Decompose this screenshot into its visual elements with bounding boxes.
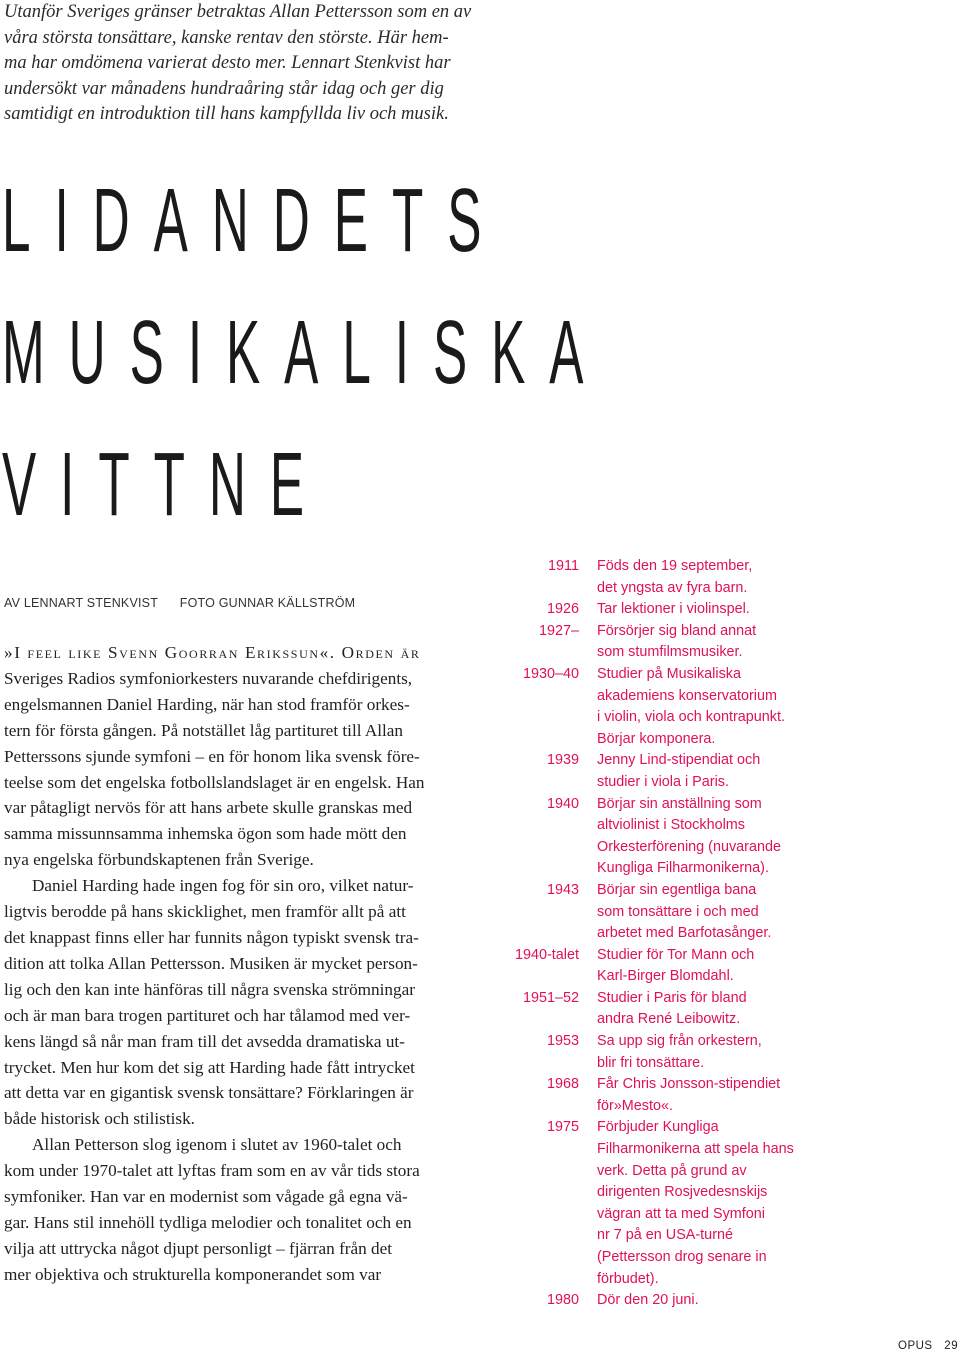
timeline-year: 1930–40 <box>522 665 579 682</box>
page-footer <box>898 1340 958 1352</box>
timeline <box>490 556 820 1312</box>
timeline-event <box>597 664 820 750</box>
intro-line: samtidigt en introduktion till hans kampfyllda liv och musik. <box>4 104 449 125</box>
lead-in: »I feel like Svenn Goorran Erikssun«. Orden är <box>4 643 421 662</box>
timeline-event-line: Tar lektioner i violinspel. <box>597 601 750 618</box>
timeline-event <box>597 880 820 945</box>
timeline-event-line: förbudet). <box>597 1270 659 1287</box>
timeline-event-line: Börjar komponera. <box>597 730 716 747</box>
timeline-year: 1943 <box>546 881 579 898</box>
timeline-event-line: Föds den 19 september, <box>597 558 753 574</box>
timeline-event-line: Karl-Birger Blomdahl. <box>597 968 734 985</box>
body-line: Allan Petterson slog igenom i slutet av 1960-talet och <box>32 1135 402 1155</box>
timeline-event-line: andra René Leibowitz. <box>597 1011 741 1028</box>
page-number: 29 <box>944 1340 959 1352</box>
body-line: nya engelska förbundskaptenen från Sverige. <box>4 850 314 870</box>
timeline-entry <box>490 1290 820 1312</box>
timeline-event-line: Orkesterförening (nuvarande <box>597 838 781 855</box>
timeline-event-line: Studier för Tor Mann och <box>597 946 755 963</box>
timeline-year: 1968 <box>546 1076 579 1093</box>
timeline-year: 1940 <box>546 795 579 812</box>
timeline-event-line: Börjar sin egentliga bana <box>597 881 757 898</box>
timeline-event <box>597 621 820 664</box>
body-line: kens längd så når man fram till det avsedda dramatiska ut- <box>4 1031 405 1051</box>
timeline-event <box>597 1031 820 1074</box>
timeline-event <box>597 556 820 599</box>
timeline-event-line: Jenny Lind-stipendiat och <box>597 752 761 769</box>
article-title <box>2 171 960 572</box>
timeline-event-line: Försörjer sig bland annat <box>597 622 757 639</box>
timeline-event <box>597 750 820 793</box>
timeline-year: 1953 <box>546 1033 579 1050</box>
timeline-event-line: Studier på Musikaliska <box>597 665 741 682</box>
timeline-year: 1911 <box>548 558 579 574</box>
title-line: VITTNE <box>2 435 329 535</box>
timeline-event-line: Får Chris Jonsson-stipendiet <box>597 1076 781 1093</box>
timeline-entry <box>490 794 820 880</box>
timeline-event-line: arbetet med Barfotasånger. <box>597 925 772 942</box>
body-line: Petterssons sjunde symfoni – en för honom lika svensk före- <box>4 746 420 766</box>
intro-line: undersökt var månadens hundraåring står idag och ger dig <box>4 78 444 99</box>
intro-text <box>4 0 484 128</box>
timeline-entry <box>490 1074 820 1117</box>
timeline-year: 1975 <box>546 1119 579 1136</box>
timeline-event-line: Dör den 20 juni. <box>597 1292 699 1309</box>
timeline-entry <box>490 599 820 621</box>
timeline-event-line: vägran att ta med Symfoni <box>597 1205 765 1222</box>
timeline-event-line: det yngsta av fyra barn. <box>597 579 748 596</box>
timeline-year: 1926 <box>546 601 579 618</box>
byline <box>4 596 373 610</box>
timeline-event <box>597 988 820 1031</box>
magazine-name: OPUS <box>898 1340 933 1352</box>
body-line: trycket. Men hur kom det sig att Harding hade fått intrycket <box>4 1057 415 1077</box>
body-line: och är man bara trogen partituret och har tålamod med ver- <box>4 1005 411 1025</box>
timeline-event-line: nr 7 på en USA-turné <box>597 1227 733 1244</box>
timeline-entry <box>490 556 820 599</box>
body-line: teelse som det engelska fotbollslandslaget är en engelsk. Han <box>4 772 425 792</box>
timeline-entry <box>490 988 820 1031</box>
timeline-event-line: (Pettersson drog senare in <box>597 1249 767 1265</box>
body-line: det knappast finns eller har funnits någon typiskt svensk tra- <box>4 927 419 947</box>
timeline-event <box>597 1117 820 1290</box>
intro-line: ma har omdömena varierat desto mer. Lennart Stenkvist har <box>4 53 451 74</box>
body-line: tern för första gången. På notstället låg partituret till Allan <box>4 720 404 740</box>
timeline-event <box>597 599 820 621</box>
timeline-event-line: för»Mesto«. <box>597 1097 673 1114</box>
timeline-entry <box>490 945 820 988</box>
intro-line: våra största tonsättare, kanske rentav den störste. Här hem- <box>4 27 449 48</box>
body-line: vilja att uttrycka något djupt personligt – fjärran från det <box>4 1238 393 1258</box>
photo-credit: FOTO GUNNAR KÄLLSTRÖM <box>179 596 356 610</box>
timeline-event-line: dirigenten Rosjvedesnskijs <box>597 1184 768 1201</box>
timeline-event <box>597 945 820 988</box>
timeline-event-line: Förbjuder Kungliga <box>597 1119 719 1136</box>
body-line: dition att tolka Allan Pettersson. Musiken är mycket person- <box>4 953 418 973</box>
timeline-event-line: i violin, viola och kontrapunkt. <box>597 709 785 726</box>
body-line: engelsmannen Daniel Harding, när han stod framför orkes- <box>4 694 410 714</box>
timeline-year: 1927– <box>538 622 579 639</box>
body-line: lig och den kan inte hänföras till några svenska strömningar <box>4 979 415 999</box>
body-line: Sveriges Radios symfoniorkesters nuvarande chefdirigents, <box>4 668 413 688</box>
timeline-event-line: studier i viola i Paris. <box>597 773 729 790</box>
timeline-event-line: blir fri tonsättare. <box>597 1054 705 1071</box>
timeline-entry <box>490 664 820 750</box>
title-line: MUSIKALISKA <box>2 303 608 403</box>
timeline-event-line: altviolinist i Stockholms <box>597 817 745 834</box>
timeline-event <box>597 1290 820 1312</box>
timeline-event-line: Kungliga Filharmonikerna). <box>597 860 769 877</box>
timeline-year: 1951–52 <box>522 989 579 1006</box>
timeline-year: 1980 <box>546 1292 579 1309</box>
body-line: samma missunnsamma inhemska ögon som hade mött den <box>4 824 407 844</box>
timeline-year: 1940-talet <box>514 946 579 963</box>
body-line: var påtagligt nervös för att hans arbete skulle granskas med <box>4 798 413 818</box>
body-line: ligtvis berodde på hans skicklighet, men framför allt på att <box>4 902 406 922</box>
timeline-entry <box>490 1117 820 1290</box>
timeline-entry <box>490 750 820 793</box>
timeline-event-line: Studier i Paris för bland <box>597 989 747 1006</box>
body-line: gar. Hans stil innehöll tydliga melodier och tonalitet och en <box>4 1212 412 1232</box>
timeline-event-line: som tonsättare i och med <box>597 903 759 920</box>
timeline-event-line: som stumfilmsmusiker. <box>597 644 743 661</box>
body-line: symfoniker. Han var en modernist som vågade gå egna vä- <box>4 1187 408 1207</box>
timeline-event-line: Börjar sin anställning som <box>597 795 762 812</box>
body-line: både historisk och stilistisk. <box>4 1109 195 1129</box>
timeline-event <box>597 794 820 880</box>
timeline-entry <box>490 880 820 945</box>
timeline-event-line: Filharmonikerna att spela hans <box>597 1141 794 1158</box>
timeline-event-line: Sa upp sig från orkestern, <box>597 1033 762 1050</box>
body-line: mer objektiva och strukturella komponerandet som var <box>4 1264 382 1284</box>
timeline-event <box>597 1074 820 1117</box>
author-credit: AV LENNART STENKVIST <box>4 596 159 610</box>
article-body <box>4 640 474 1288</box>
timeline-event-line: verk. Detta på grund av <box>597 1162 747 1179</box>
intro-line: Utanför Sveriges gränser betraktas Allan Pettersson som en av <box>4 2 472 22</box>
timeline-entry <box>490 621 820 664</box>
body-line: kom under 1970-talet att lyftas fram som en av vår tids stora <box>4 1161 420 1181</box>
title-line: LIDANDETS <box>2 171 506 271</box>
timeline-event-line: akademiens konservatorium <box>597 687 777 704</box>
body-line: att detta var en gigantisk svensk tonsättare? Förklaringen är <box>4 1083 414 1103</box>
timeline-entry <box>490 1031 820 1074</box>
timeline-year: 1939 <box>546 752 579 769</box>
body-line: Daniel Harding hade ingen fog för sin oro, vilket natur- <box>32 876 414 896</box>
